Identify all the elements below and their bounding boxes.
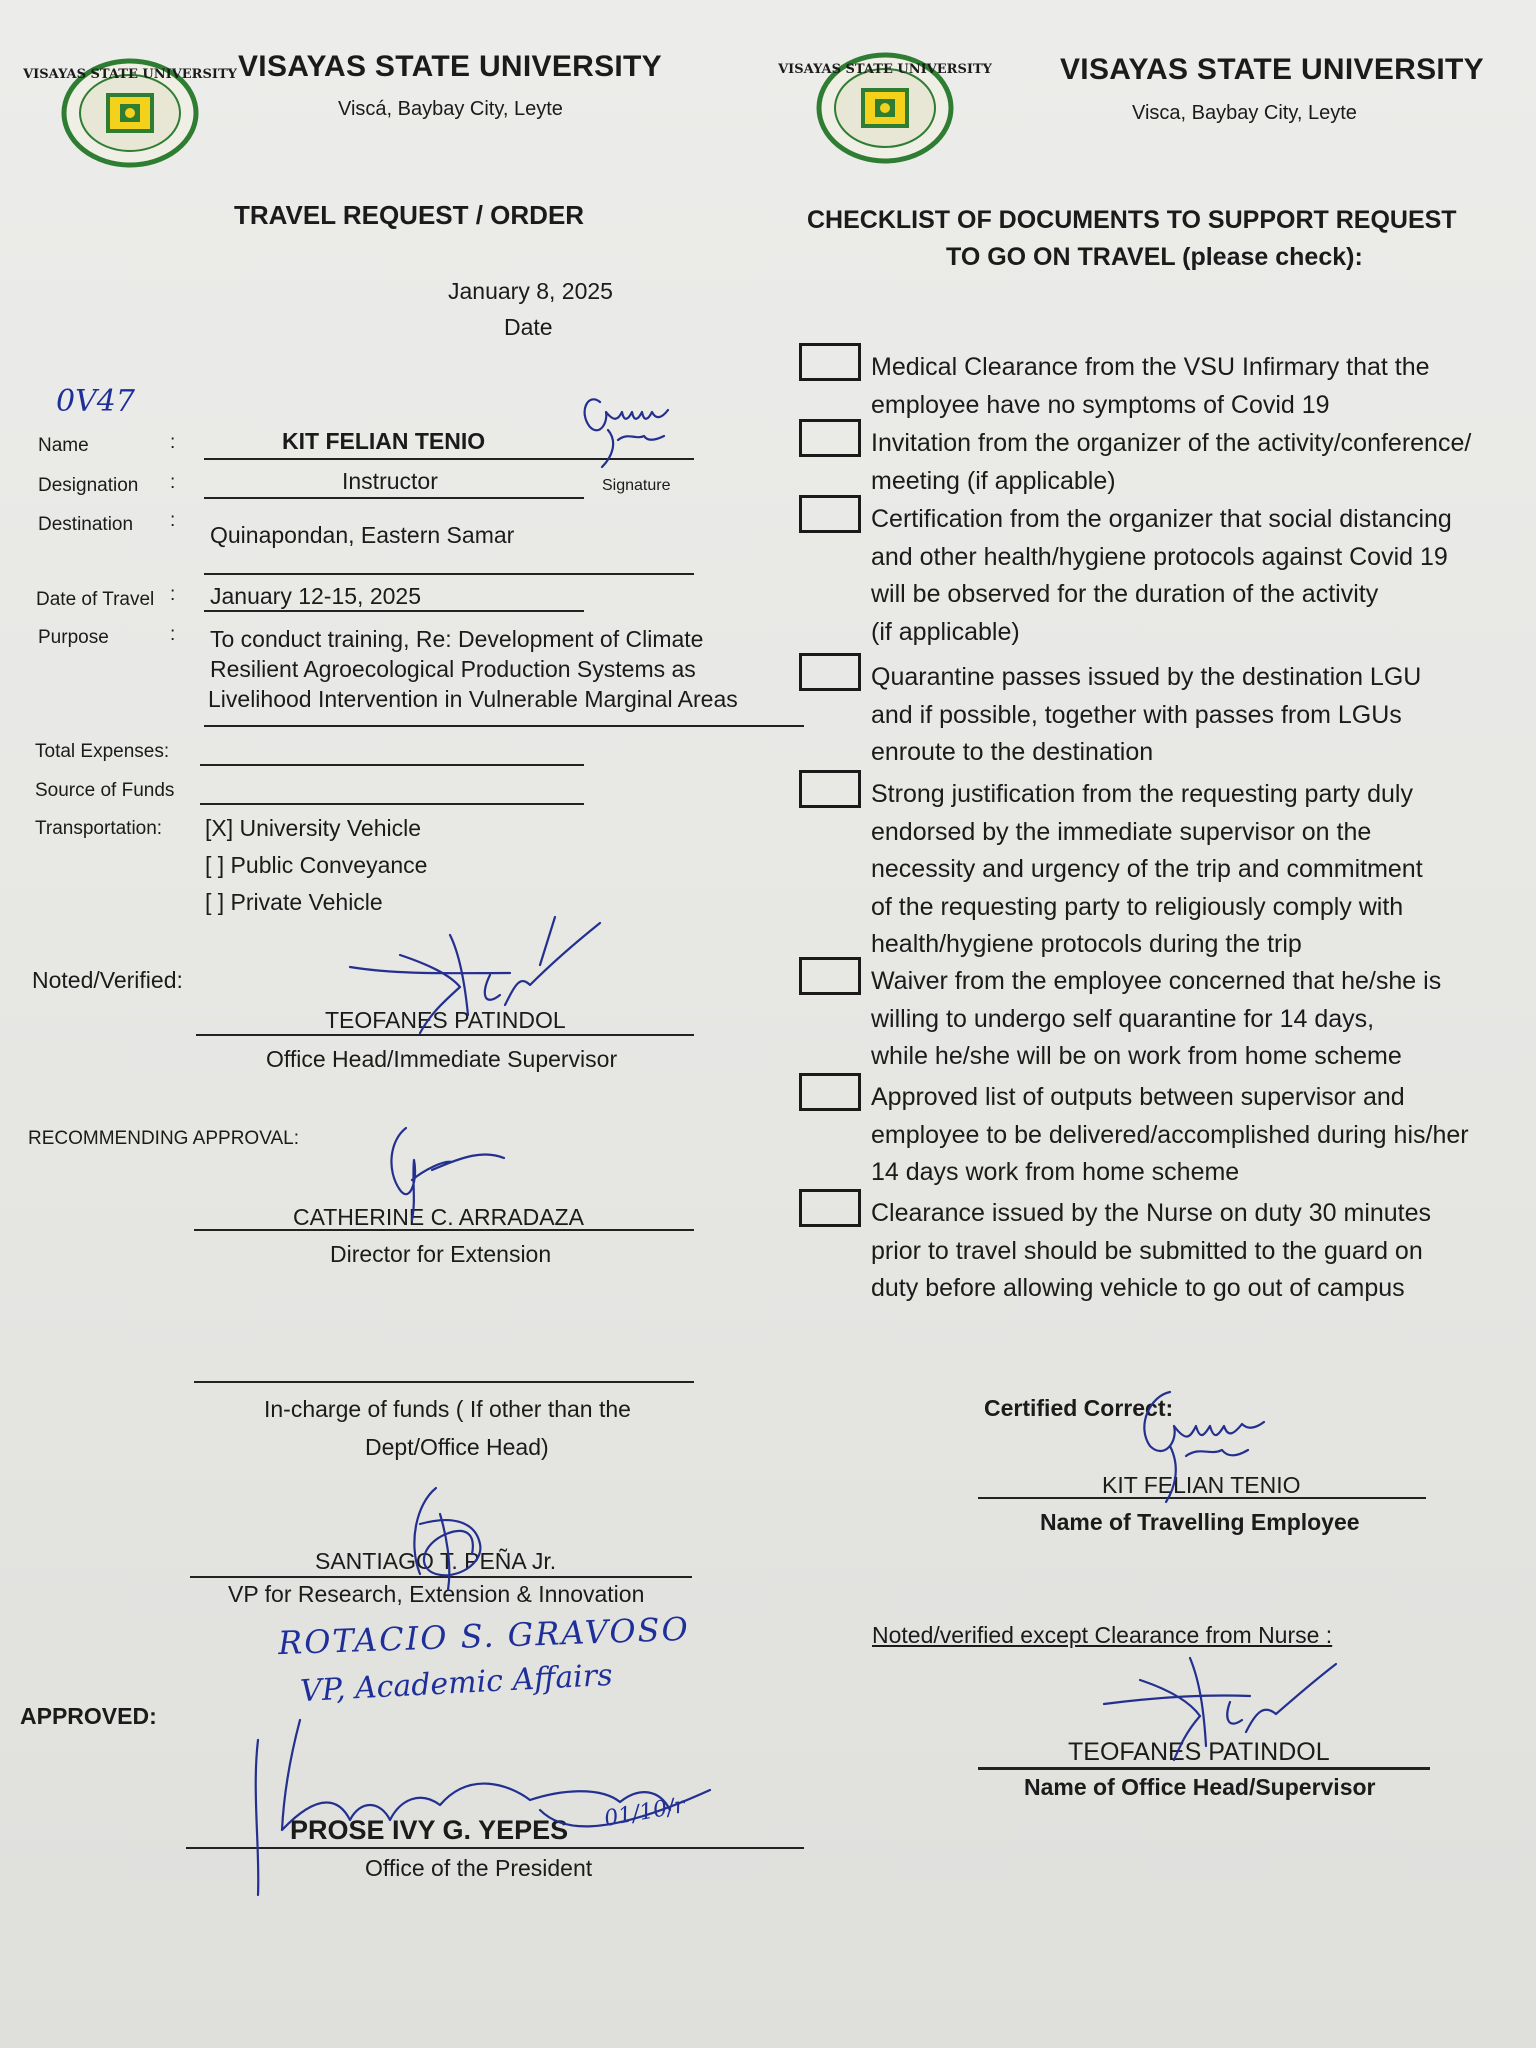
right-noted-name: TEOFANES PATINDOL <box>1068 1738 1330 1766</box>
purpose-line-2: Resilient Agroecological Production Systems as <box>210 656 696 682</box>
certified-role: Name of Travelling Employee <box>1040 1509 1360 1535</box>
name-value: KIT FELIAN TENIO <box>282 428 486 454</box>
incharge-underline <box>194 1381 694 1383</box>
checklist-item-text: Certification from the organizer that social distancing <box>871 505 1452 533</box>
name-label: Name <box>38 435 89 456</box>
noted-except-label: Noted/verified except Clearance from Nurse : <box>872 1622 1333 1648</box>
transport-option-private: [ ] Private Vehicle <box>205 889 383 915</box>
destination-colon: : <box>170 510 176 531</box>
name-colon: : <box>170 432 176 453</box>
source-of-funds-underline <box>200 803 584 805</box>
signature-yepes <box>240 1690 720 1900</box>
incharge-label-line-1: In-charge of funds ( If other than the <box>264 1396 631 1422</box>
noted-name: TEOFANES PATINDOL <box>325 1007 566 1033</box>
vp-role: VP for Research, Extension & Innovation <box>228 1581 645 1607</box>
checklist-checkbox[interactable] <box>799 495 861 533</box>
checklist-item-text: employee to be delivered/accomplished during his/her <box>871 1120 1469 1149</box>
checklist-item-text: (if applicable) <box>871 617 1020 646</box>
date-of-travel-value: January 12-15, 2025 <box>210 583 421 609</box>
checklist-item-text: and other health/hygiene protocols against Covid 19 <box>871 542 1448 571</box>
purpose-colon: : <box>170 624 176 645</box>
date-of-travel-underline <box>204 610 584 612</box>
checklist-checkbox[interactable] <box>799 1073 861 1111</box>
signature-patindol-right <box>1100 1652 1340 1762</box>
designation-value: Instructor <box>342 468 438 494</box>
checklist-item-text: necessity and urgency of the trip and commitment <box>871 855 1423 884</box>
president-role: Office of the President <box>365 1855 593 1881</box>
destination-value: Quinapondan, Eastern Samar <box>210 522 515 548</box>
checklist-item-text: willing to undergo self quarantine for 14 days, <box>871 1004 1375 1033</box>
checklist-checkbox[interactable] <box>799 1189 861 1227</box>
checklist-item-text: health/hygiene protocols during the trip <box>871 930 1302 959</box>
vp-name: SANTIAGO T. PEÑA Jr. <box>315 1548 557 1574</box>
university-name-left: VISAYAS STATE UNIVERSITY <box>238 50 662 83</box>
designation-colon: : <box>170 472 176 493</box>
certified-name: KIT FELIAN TENIO <box>1102 1472 1301 1498</box>
noted-verified-label: Noted/Verified: <box>32 967 183 993</box>
university-address-right: Visca, Baybay City, Leyte <box>1132 102 1357 124</box>
handwritten-date: 01/10/r <box>602 1793 687 1832</box>
checklist-checkbox[interactable] <box>799 957 861 995</box>
checklist-item-text: Approved list of outputs between supervisor and <box>871 1083 1405 1111</box>
university-address-left: Viscá, Baybay City, Leyte <box>338 98 563 120</box>
approved-label: APPROVED: <box>20 1703 157 1729</box>
seal-text-left: VISAYAS STATE UNIVERSITY <box>23 67 237 82</box>
university-name-right: VISAYAS STATE UNIVERSITY <box>1060 53 1484 86</box>
total-expenses-label: Total Expenses: <box>35 741 170 762</box>
checklist-item-text: Clearance issued by the Nurse on duty 30 minutes <box>871 1199 1432 1227</box>
checklist-item-text: Quarantine passes issued by the destination LGU <box>871 663 1422 691</box>
checklist-item-text: endorsed by the immediate supervisor on the <box>871 817 1372 846</box>
destination-label: Destination <box>38 514 134 535</box>
checklist-item-text: Strong justification from the requesting party duly <box>871 780 1413 808</box>
purpose-line-3: Livelihood Intervention in Vulnerable Marginal Areas <box>208 686 738 712</box>
transportation-label: Transportation: <box>35 818 163 839</box>
total-expenses-underline <box>200 764 584 766</box>
checklist-item-text: and if possible, together with passes from LGUs <box>871 700 1402 729</box>
incharge-label-line-2: Dept/Office Head) <box>365 1434 549 1460</box>
transport-option-public: [ ] Public Conveyance <box>205 852 428 878</box>
checklist-item-text: meeting (if applicable) <box>871 466 1116 495</box>
noted-role: Office Head/Immediate Supervisor <box>266 1046 618 1072</box>
certified-correct-label: Certified Correct: <box>984 1395 1174 1421</box>
checklist-checkbox[interactable] <box>799 343 861 381</box>
date-of-travel-label: Date of Travel <box>36 589 155 610</box>
checklist-item-text: of the requesting party to religiously comply with <box>871 892 1404 921</box>
purpose-underline <box>204 725 804 727</box>
university-seal-left <box>23 58 237 168</box>
purpose-label: Purpose <box>38 627 109 648</box>
president-name: PROSE IVY G. YEPES <box>290 1815 569 1845</box>
handwritten-vp-role: VP, Academic Affairs <box>299 1657 614 1710</box>
travel-request-title: TRAVEL REQUEST / ORDER <box>234 200 585 230</box>
handwritten-number: 0V47 <box>56 384 135 419</box>
seal-text-right: VISAYAS STATE UNIVERSITY <box>778 62 992 77</box>
request-date-label: Date <box>504 314 553 340</box>
checklist-title-line-2: TO GO ON TRAVEL (please check): <box>946 243 1363 271</box>
checklist-checkbox[interactable] <box>799 770 861 808</box>
checklist-item-text: duty before allowing vehicle to go out of campus <box>871 1274 1405 1303</box>
checklist-item-text: Invitation from the organizer of the activity/conference/ <box>871 429 1472 457</box>
signature-tenio <box>578 382 688 472</box>
checklist-item-text: prior to travel should be submitted to the guard on <box>871 1236 1423 1265</box>
checklist-title-line-1: CHECKLIST OF DOCUMENTS TO SUPPORT REQUEST <box>807 206 1457 234</box>
checklist-item-text: enroute to the destination <box>871 738 1154 767</box>
right-noted-role: Name of Office Head/Supervisor <box>1024 1774 1376 1800</box>
request-date-value: January 8, 2025 <box>448 278 613 304</box>
recommending-role: Director for Extension <box>330 1241 552 1267</box>
checklist-item-text: Waiver from the employee concerned that he/she is <box>871 967 1442 995</box>
destination-underline <box>204 573 694 575</box>
signature-patindol <box>340 915 620 1035</box>
signature-arradaza <box>384 1120 524 1230</box>
checklist-item-text: will be observed for the duration of the activity <box>871 580 1379 609</box>
recommending-name: CATHERINE C. ARRADAZA <box>293 1204 584 1230</box>
purpose-line-1: To conduct training, Re: Development of Climate <box>210 626 704 652</box>
signature-pena <box>396 1484 506 1594</box>
designation-label: Designation <box>38 475 139 496</box>
recommending-approval-label: RECOMMENDING APPROVAL: <box>28 1128 299 1149</box>
checklist-item-text: 14 days work from home scheme <box>871 1158 1240 1187</box>
checklist-item-text: employee have no symptoms of Covid 19 <box>871 390 1330 419</box>
checklist-checkbox[interactable] <box>799 653 861 691</box>
designation-underline <box>204 497 584 499</box>
date-of-travel-colon: : <box>170 584 176 605</box>
handwritten-vp-name: ROTACIO S. GRAVOSO <box>277 1609 691 1663</box>
signature-tenio-certified <box>1130 1386 1290 1506</box>
right-noted-underline <box>978 1767 1430 1770</box>
checklist-item-text: while he/she will be on work from home scheme <box>871 1042 1402 1071</box>
source-of-funds-label: Source of Funds <box>35 780 175 801</box>
university-seal-right <box>778 52 992 164</box>
signature-label: Signature <box>602 477 671 494</box>
checklist-checkbox[interactable] <box>799 419 861 457</box>
checklist-item-text: Medical Clearance from the VSU Infirmary that the <box>871 353 1430 381</box>
transport-option-university: [X] University Vehicle <box>205 815 422 841</box>
